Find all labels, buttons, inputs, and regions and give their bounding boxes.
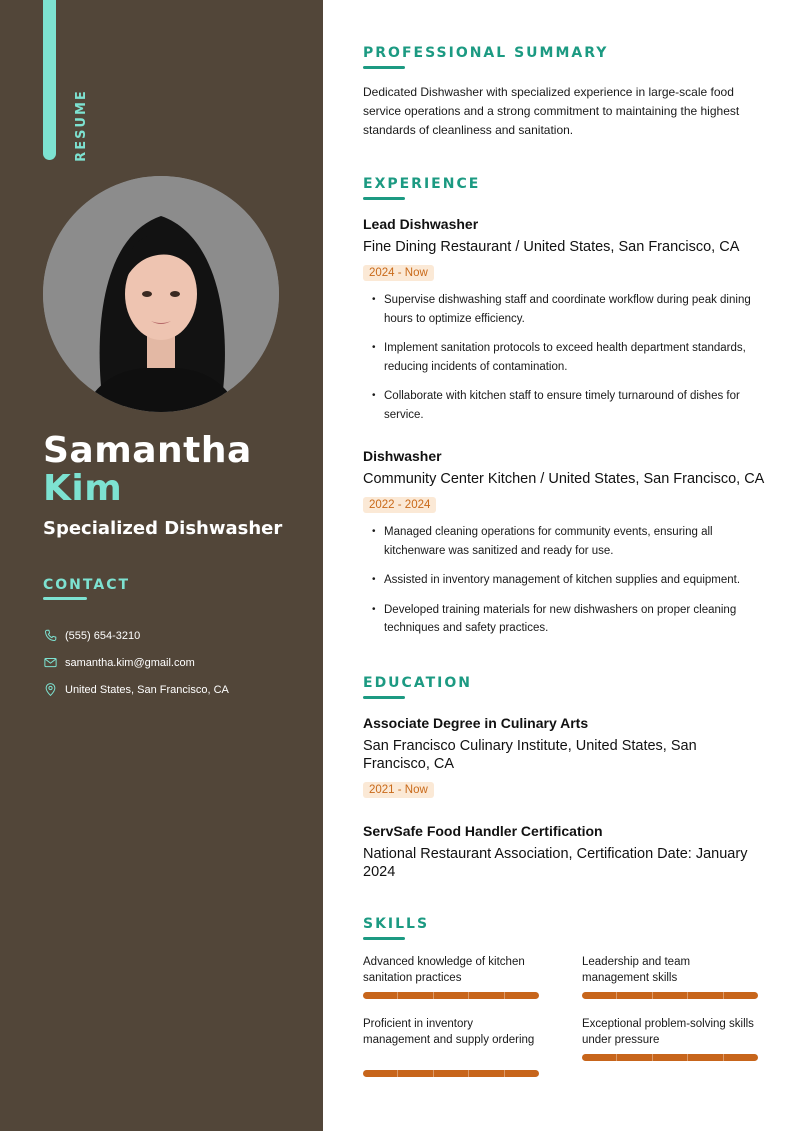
bullet-item: • Supervise dishwashing staff and coordinate workflow during peak dining hours to optimize efficiency. <box>363 291 773 328</box>
accent-bar <box>43 0 56 160</box>
skill-label: Proficient in inventory management and supply ordering <box>363 1018 535 1046</box>
contact-heading: CONTACT <box>43 577 131 593</box>
email-text: samantha.kim@gmail.com <box>65 656 195 669</box>
bullet-item: • Assisted in inventory management of kitchen supplies and equipment. <box>363 571 773 590</box>
education-heading: EDUCATION <box>363 675 472 691</box>
last-name: Kim <box>43 468 123 509</box>
summary-underline <box>363 66 405 69</box>
bullet-item: • Collaborate with kitchen staff to ensure timely turnaround of dishes for service. <box>363 387 773 424</box>
experience-underline <box>363 197 405 200</box>
phone-icon <box>43 628 58 643</box>
job-title: Specialized Dishwasher <box>43 518 283 539</box>
job-bullets <box>363 523 773 649</box>
skills-heading: SKILLS <box>363 916 430 932</box>
contact-email[interactable] <box>43 655 195 670</box>
resume-label <box>66 88 96 162</box>
summary-text: Dedicated Dishwasher with specialized experience in large-scale food service operations and a strong commitment to maintaining the highest standards of cleanliness and sanitation. <box>363 85 740 137</box>
skill-item <box>582 1016 758 1048</box>
skill-item <box>582 954 758 986</box>
skill-label: Leadership and team management skills <box>582 956 691 984</box>
skill-item <box>363 954 539 986</box>
job-org: Community Center Kitchen / United States, San Francisco, CA <box>363 471 765 487</box>
contact-location <box>43 682 229 697</box>
profile-photo-illustration <box>43 176 279 412</box>
job-role: Lead Dishwasher <box>363 216 479 232</box>
skill-item <box>363 1016 539 1048</box>
resume-label-text: RESUME <box>73 88 89 162</box>
mail-icon <box>43 655 58 670</box>
date-badge: 2024 - Now <box>363 265 434 281</box>
sidebar <box>0 0 323 1131</box>
job-bullets <box>363 291 773 435</box>
phone-text: (555) 654-3210 <box>65 629 141 642</box>
education-org: San Francisco Culinary Institute, United States, San Francisco, CA <box>363 738 697 772</box>
skill-label: Exceptional problem-solving skills under pressure <box>582 1018 754 1046</box>
bullet-item: • Managed cleaning operations for community events, ensuring all kitchenware was sanitized and ready for use. <box>363 523 773 560</box>
skill-bar <box>582 992 758 999</box>
experience-heading: EXPERIENCE <box>363 176 481 192</box>
first-name: Samantha <box>43 430 252 471</box>
skill-bar <box>582 1054 758 1061</box>
bullet-item: • Developed training materials for new dishwashers on proper cleaning techniques and safety practices. <box>363 601 773 638</box>
contact-underline <box>43 597 87 600</box>
skill-bar <box>363 1070 539 1077</box>
education-underline <box>363 696 405 699</box>
date-badge: 2021 - Now <box>363 782 434 798</box>
job-role: Dishwasher <box>363 448 442 464</box>
education-title: Associate Degree in Culinary Arts <box>363 715 589 731</box>
date-badge: 2022 - 2024 <box>363 497 436 513</box>
skill-label: Advanced knowledge of kitchen sanitation practices <box>363 956 525 984</box>
contact-phone[interactable] <box>43 628 140 643</box>
bullet-item: • Implement sanitation protocols to exceed health department standards, reducing incidents of contamination. <box>363 339 773 376</box>
profile-photo <box>43 176 279 412</box>
job-org: Fine Dining Restaurant / United States, San Francisco, CA <box>363 239 740 255</box>
skills-underline <box>363 937 405 940</box>
location-pin-icon <box>43 682 58 697</box>
education-title: ServSafe Food Handler Certification <box>363 823 603 839</box>
location-text: United States, San Francisco, CA <box>65 683 229 696</box>
education-org: National Restaurant Association, Certification Date: January 2024 <box>363 846 748 880</box>
skill-bar <box>363 992 539 999</box>
summary-heading: PROFESSIONAL SUMMARY <box>363 45 609 61</box>
